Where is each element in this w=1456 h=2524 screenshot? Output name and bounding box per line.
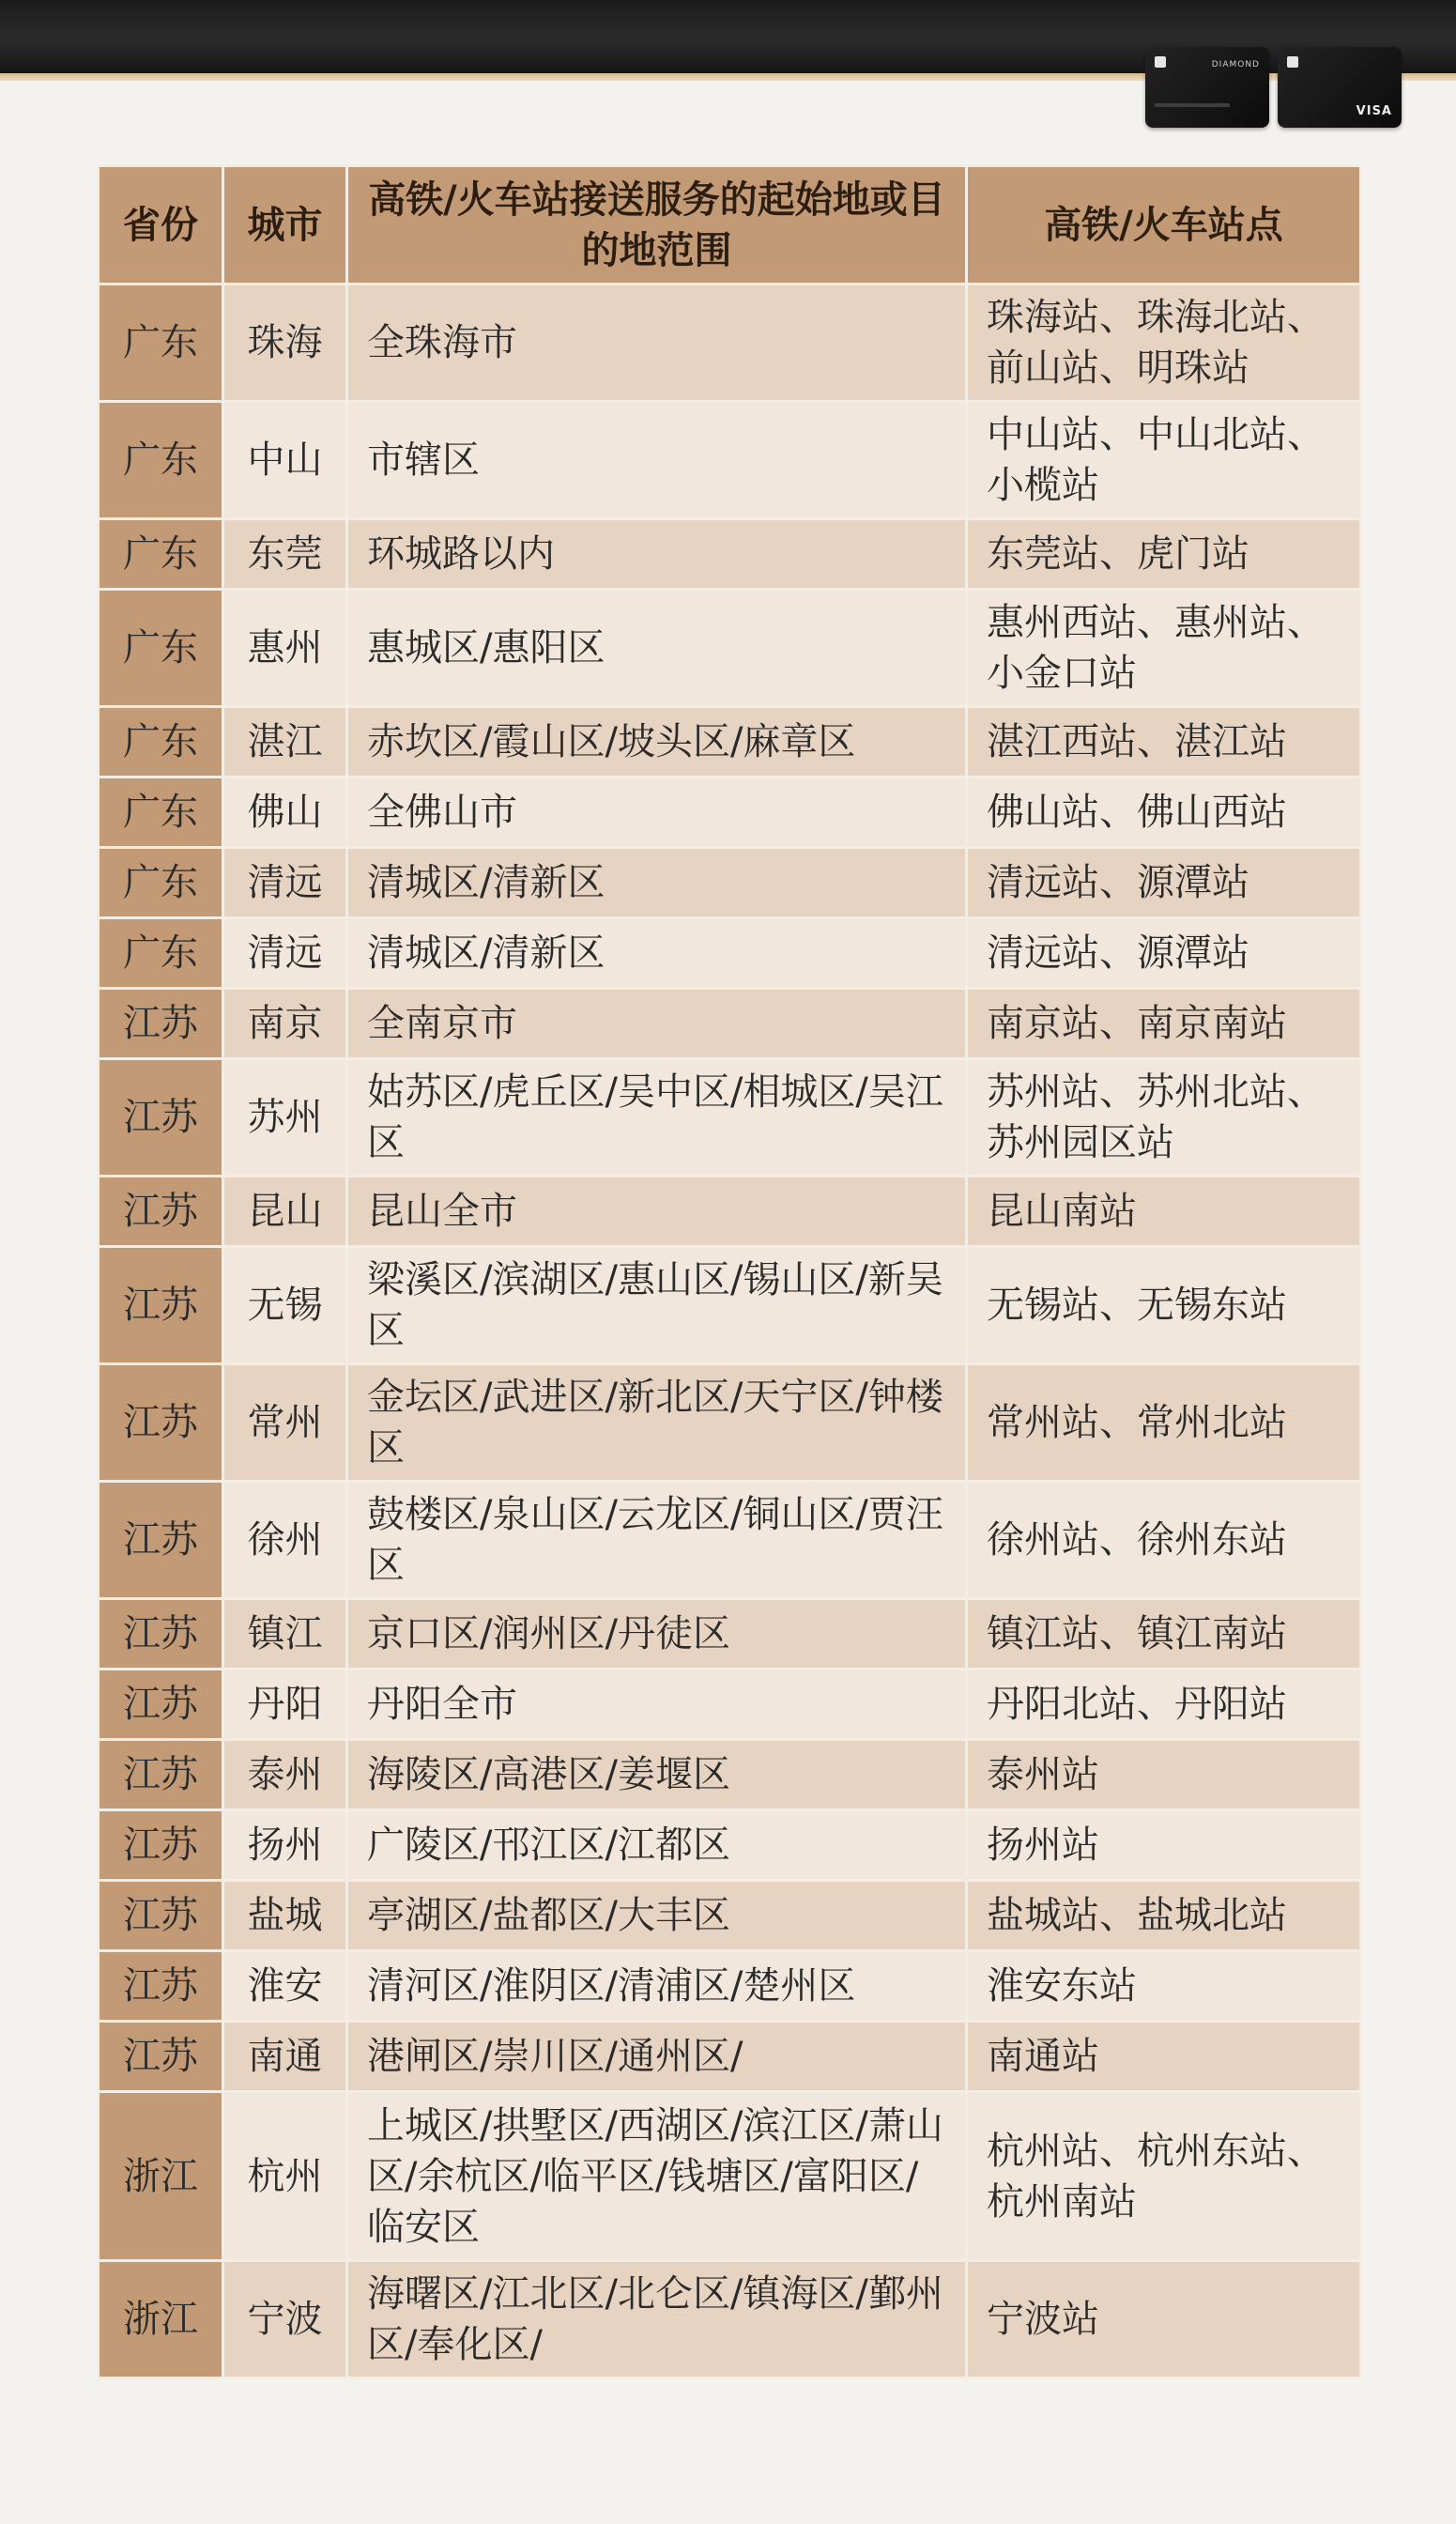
cell-city: 中山 (223, 402, 347, 519)
cell-station: 盐城站、盐城北站 (967, 1881, 1361, 1951)
cell-station: 淮安东站 (967, 1951, 1361, 2022)
cell-city: 泰州 (223, 1740, 347, 1810)
table-row (99, 1670, 1361, 1740)
cell-province: 广东 (99, 707, 223, 777)
table-row (99, 1177, 1361, 1247)
cell-station: 佛山站、佛山西站 (967, 777, 1361, 848)
table-row (99, 2022, 1361, 2092)
table-header-row (99, 166, 1361, 285)
table-row (99, 1740, 1361, 1810)
cell-city: 盐城 (223, 1881, 347, 1951)
cell-area: 昆山全市 (347, 1177, 967, 1247)
cell-station: 泰州站 (967, 1740, 1361, 1810)
cell-city: 徐州 (223, 1482, 347, 1599)
cell-province: 江苏 (99, 1177, 223, 1247)
table-row (99, 1059, 1361, 1177)
cell-province: 广东 (99, 590, 223, 707)
cell-area: 鼓楼区/泉山区/云龙区/铜山区/贾汪区 (347, 1482, 967, 1599)
cell-city: 苏州 (223, 1059, 347, 1177)
cell-area: 清城区/清新区 (347, 848, 967, 918)
table-row (99, 2261, 1361, 2378)
cell-province: 江苏 (99, 1247, 223, 1364)
cell-city: 湛江 (223, 707, 347, 777)
cell-area: 环城路以内 (347, 519, 967, 590)
table-row (99, 777, 1361, 848)
card-chip-icon (1287, 56, 1298, 68)
card-chip-icon (1155, 56, 1166, 68)
cell-city: 南通 (223, 2022, 347, 2092)
cell-area: 广陵区/邗江区/江都区 (347, 1810, 967, 1881)
cell-city: 南京 (223, 989, 347, 1059)
cell-city: 昆山 (223, 1177, 347, 1247)
cell-province: 江苏 (99, 989, 223, 1059)
table-row (99, 1599, 1361, 1670)
card-label: DIAMOND (1211, 60, 1260, 69)
cell-city: 惠州 (223, 590, 347, 707)
cell-province: 江苏 (99, 1482, 223, 1599)
cell-station: 无锡站、无锡东站 (967, 1247, 1361, 1364)
card-number-stripe (1155, 103, 1230, 107)
cell-city: 佛山 (223, 777, 347, 848)
cell-province: 江苏 (99, 1951, 223, 2022)
cell-area: 清河区/淮阴区/清浦区/楚州区 (347, 1951, 967, 2022)
cell-city: 珠海 (223, 285, 347, 402)
cell-station: 湛江西站、湛江站 (967, 707, 1361, 777)
cell-station: 清远站、源潭站 (967, 918, 1361, 989)
cell-station: 惠州西站、惠州站、小金口站 (967, 590, 1361, 707)
cell-station: 徐州站、徐州东站 (967, 1482, 1361, 1599)
cell-area: 上城区/拱墅区/西湖区/滨江区/萧山区/余杭区/临平区/钱塘区/富阳区/临安区 (347, 2092, 967, 2261)
cell-area: 金坛区/武进区/新北区/天宁区/钟楼区 (347, 1364, 967, 1482)
header-service-area: 高铁/火车站接送服务的起始地或目的地范围 (347, 166, 967, 285)
cell-station: 苏州站、苏州北站、苏州园区站 (967, 1059, 1361, 1177)
table-row (99, 1881, 1361, 1951)
table-row (99, 918, 1361, 989)
cell-station: 丹阳北站、丹阳站 (967, 1670, 1361, 1740)
cell-province: 江苏 (99, 1364, 223, 1482)
table-row (99, 1247, 1361, 1364)
cell-station: 扬州站 (967, 1810, 1361, 1881)
header-city: 城市 (223, 166, 347, 285)
cell-city: 淮安 (223, 1951, 347, 2022)
cell-province: 江苏 (99, 1670, 223, 1740)
cell-province: 浙江 (99, 2092, 223, 2261)
cell-area: 全南京市 (347, 989, 967, 1059)
cell-station: 清远站、源潭站 (967, 848, 1361, 918)
table-row (99, 1810, 1361, 1881)
cell-city: 清远 (223, 848, 347, 918)
cell-area: 姑苏区/虎丘区/吴中区/相城区/吴江区 (347, 1059, 967, 1177)
cell-station: 昆山南站 (967, 1177, 1361, 1247)
credit-card-image (1278, 47, 1402, 128)
cell-area: 全佛山市 (347, 777, 967, 848)
cell-area: 亭湖区/盐都区/大丰区 (347, 1881, 967, 1951)
cell-station: 杭州站、杭州东站、杭州南站 (967, 2092, 1361, 2261)
table-row (99, 2092, 1361, 2261)
cell-station: 镇江站、镇江南站 (967, 1599, 1361, 1670)
cell-province: 广东 (99, 918, 223, 989)
cell-province: 广东 (99, 848, 223, 918)
header-station: 高铁/火车站点 (967, 166, 1361, 285)
table-row (99, 1951, 1361, 2022)
cell-province: 浙江 (99, 2261, 223, 2378)
cell-area: 海曙区/江北区/北仑区/镇海区/鄞州区/奉化区/ (347, 2261, 967, 2378)
cell-station: 中山站、中山北站、小榄站 (967, 402, 1361, 519)
cell-area: 丹阳全市 (347, 1670, 967, 1740)
cell-city: 丹阳 (223, 1670, 347, 1740)
cell-station: 宁波站 (967, 2261, 1361, 2378)
header-province: 省份 (99, 166, 223, 285)
cell-area: 港闸区/崇川区/通州区/ (347, 2022, 967, 2092)
cell-area: 京口区/润州区/丹徒区 (347, 1599, 967, 1670)
cell-province: 江苏 (99, 1740, 223, 1810)
cell-area: 海陵区/高港区/姜堰区 (347, 1740, 967, 1810)
table-row (99, 707, 1361, 777)
cell-area: 全珠海市 (347, 285, 967, 402)
cell-province: 江苏 (99, 1599, 223, 1670)
cell-city: 镇江 (223, 1599, 347, 1670)
cell-city: 东莞 (223, 519, 347, 590)
visa-logo: VISA (1356, 104, 1392, 118)
cell-province: 江苏 (99, 1059, 223, 1177)
table-row (99, 1482, 1361, 1599)
cell-city: 杭州 (223, 2092, 347, 2261)
cell-station: 东莞站、虎门站 (967, 519, 1361, 590)
cell-area: 赤坎区/霞山区/坡头区/麻章区 (347, 707, 967, 777)
cell-city: 清远 (223, 918, 347, 989)
cell-city: 无锡 (223, 1247, 347, 1364)
cell-city: 常州 (223, 1364, 347, 1482)
table-row (99, 848, 1361, 918)
cell-province: 广东 (99, 519, 223, 590)
credit-card-image (1145, 47, 1269, 128)
cell-province: 江苏 (99, 1810, 223, 1881)
cell-area: 惠城区/惠阳区 (347, 590, 967, 707)
cell-city: 扬州 (223, 1810, 347, 1881)
cell-province: 广东 (99, 285, 223, 402)
cell-station: 南京站、南京南站 (967, 989, 1361, 1059)
cell-station: 常州站、常州北站 (967, 1364, 1361, 1482)
cell-station: 珠海站、珠海北站、前山站、明珠站 (967, 285, 1361, 402)
cell-province: 江苏 (99, 2022, 223, 2092)
table-row (99, 590, 1361, 707)
cell-area: 清城区/清新区 (347, 918, 967, 989)
cell-area: 市辖区 (347, 402, 967, 519)
table-row (99, 519, 1361, 590)
cell-station: 南通站 (967, 2022, 1361, 2092)
cell-province: 广东 (99, 402, 223, 519)
table-row (99, 285, 1361, 402)
cell-province: 江苏 (99, 1881, 223, 1951)
station-service-table (97, 164, 1362, 2379)
table-row (99, 402, 1361, 519)
cell-province: 广东 (99, 777, 223, 848)
table-row (99, 989, 1361, 1059)
cell-area: 梁溪区/滨湖区/惠山区/锡山区/新吴区 (347, 1247, 967, 1364)
cell-city: 宁波 (223, 2261, 347, 2378)
table-row (99, 1364, 1361, 1482)
